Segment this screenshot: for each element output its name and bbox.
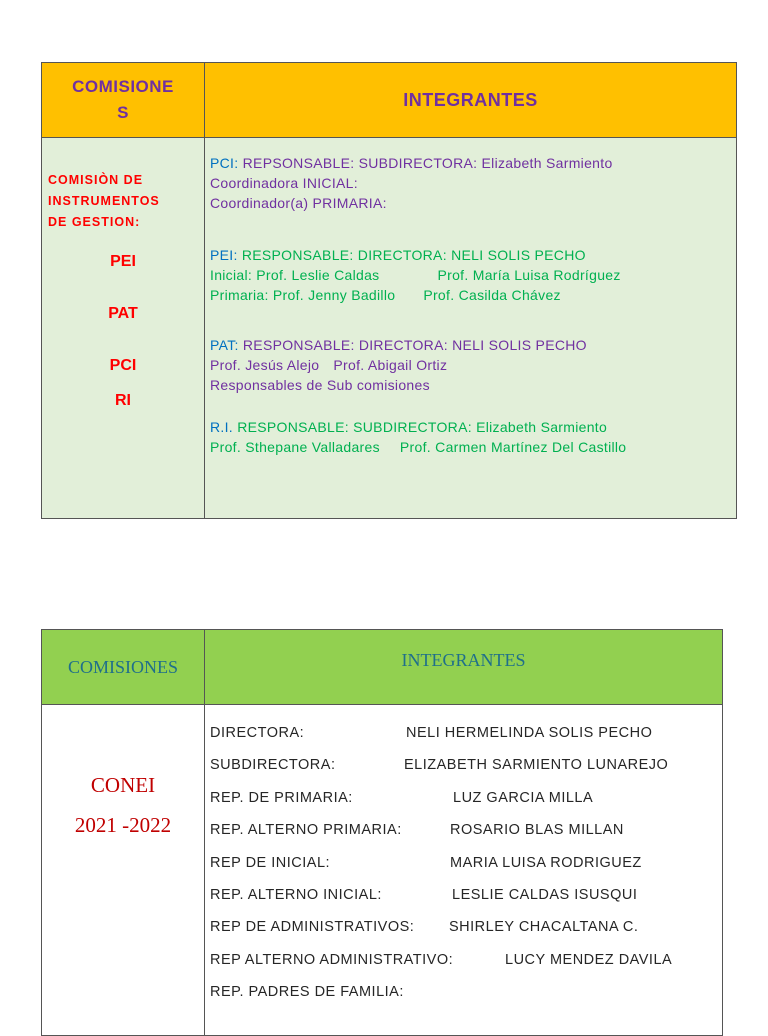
entry-text: Primaria: Prof. Jenny Badillo: [210, 287, 396, 303]
list-item: [210, 782, 722, 814]
members-cell: [205, 138, 737, 519]
table-row: [42, 138, 737, 519]
member-name: LESLIE CALDAS ISUSQUI: [452, 886, 638, 903]
commission-title-line: INSTRUMENTOS: [48, 194, 160, 208]
entry-text: Prof. Casilda Chávez: [423, 287, 561, 303]
entry-line: [210, 285, 736, 305]
instrument-pci: PCI: [109, 357, 137, 374]
entry-line: [210, 245, 736, 265]
table-row: [42, 705, 723, 1036]
entry-text: RESPONSABLE: DIRECTORA: NELI SOLIS PECHO: [241, 247, 586, 263]
entry-line: [210, 265, 736, 285]
header-commissions: COMISIONES: [42, 630, 205, 705]
entry-text: Coordinadora INICIAL:: [210, 175, 358, 191]
member-name: ELIZABETH SARMIENTO LUNAREJO: [404, 757, 669, 774]
member-name: NELI HERMELINDA SOLIS PECHO: [406, 725, 653, 741]
entry-pei: [210, 245, 736, 305]
member-role: SUBDIRECTORA:: [210, 757, 336, 774]
instrument-pat: PAT: [108, 305, 138, 322]
commission-cell: [42, 705, 205, 1036]
member-entries: [205, 138, 736, 457]
entry-text: Prof. María Luisa Rodríguez: [437, 267, 621, 283]
entry-text: Coordinador(a) PRIMARIA:: [210, 195, 387, 211]
entry-label: R.I.: [210, 419, 233, 435]
entry-ri: [210, 417, 736, 457]
conei-name: CONEI: [90, 773, 156, 797]
entry-line: [210, 437, 736, 457]
member-name: LUZ GARCIA MILLA: [453, 789, 594, 806]
member-list: [205, 705, 722, 1009]
commission-title-line: COMISIÒN DE: [48, 173, 144, 187]
member-role: DIRECTORA:: [210, 725, 305, 741]
header-commissions-line2: S: [117, 103, 129, 122]
entry-line: [210, 153, 736, 173]
list-item: [210, 717, 722, 749]
entry-text: Responsables de Sub comisiones: [210, 377, 430, 393]
entry-line: [210, 417, 736, 437]
member-role: REP. DE PRIMARIA:: [210, 789, 353, 806]
entry-text: RESPONSABLE: SUBDIRECTORA: Elizabeth Sarmiento: [237, 419, 608, 435]
entry-label: PAT:: [210, 337, 239, 353]
member-name: MARIA LUISA RODRIGUEZ: [450, 854, 642, 871]
entry-text: RESPONSABLE: DIRECTORA: NELI SOLIS PECHO: [242, 337, 587, 353]
list-item: [210, 814, 722, 846]
list-item: [210, 911, 722, 943]
member-role: REP. PADRES DE FAMILIA:: [210, 984, 404, 1001]
entry-pci: [210, 153, 736, 213]
entry-line: [210, 335, 736, 355]
commission-title-line: DE GESTION:: [48, 215, 141, 229]
commissions-table-conei: [41, 629, 723, 1036]
entry-text: Prof. Sthepane Valladares: [210, 439, 380, 455]
commission-title: [48, 170, 204, 233]
conei-label: [42, 765, 204, 845]
entry-pat: [210, 335, 736, 395]
commissions-table-instruments: [41, 62, 737, 519]
member-name: LUCY MENDEZ DAVILA: [505, 951, 673, 968]
member-role: REP DE ADMINISTRATIVOS:: [210, 919, 415, 936]
header-commissions-line1: COMISIONE: [72, 77, 174, 96]
entry-text: REPSONSABLE: SUBDIRECTORA: Elizabeth Sarmiento: [242, 155, 613, 171]
header-members: INTEGRANTES: [205, 63, 737, 138]
entry-text: Inicial: Prof. Leslie Caldas: [210, 267, 380, 283]
commission-cell: [42, 138, 205, 519]
instrument-ri: RI: [115, 392, 131, 409]
conei-years: 2021 -2022: [74, 813, 172, 837]
instrument-pei: PEI: [110, 253, 136, 270]
member-role: REP. ALTERNO PRIMARIA:: [210, 822, 402, 839]
list-item: [210, 944, 722, 976]
list-item: [210, 976, 722, 1008]
table-header-row: [42, 63, 737, 138]
entry-label: PEI:: [210, 247, 238, 263]
entry-text: Prof. Carmen Martínez Del Castillo: [399, 439, 627, 455]
member-name: SHIRLEY CHACALTANA C.: [449, 919, 639, 936]
table-header-row: [42, 630, 723, 705]
header-members: INTEGRANTES: [205, 630, 723, 705]
header-commissions: [42, 63, 205, 138]
members-cell: [205, 705, 723, 1036]
member-role: REP. ALTERNO INICIAL:: [210, 886, 382, 903]
member-name: ROSARIO BLAS MILLAN: [450, 822, 624, 839]
entry-label: PCI:: [210, 155, 239, 171]
entry-text: Prof. Jesús Alejo: [210, 357, 320, 373]
member-role: REP DE INICIAL:: [210, 854, 331, 871]
list-item: [210, 847, 722, 879]
member-role: REP ALTERNO ADMINISTRATIVO:: [210, 951, 454, 968]
entry-text: Prof. Abigail Ortiz: [333, 357, 448, 373]
list-item: [210, 749, 722, 781]
entry-line: [210, 355, 736, 375]
list-item: [210, 879, 722, 911]
